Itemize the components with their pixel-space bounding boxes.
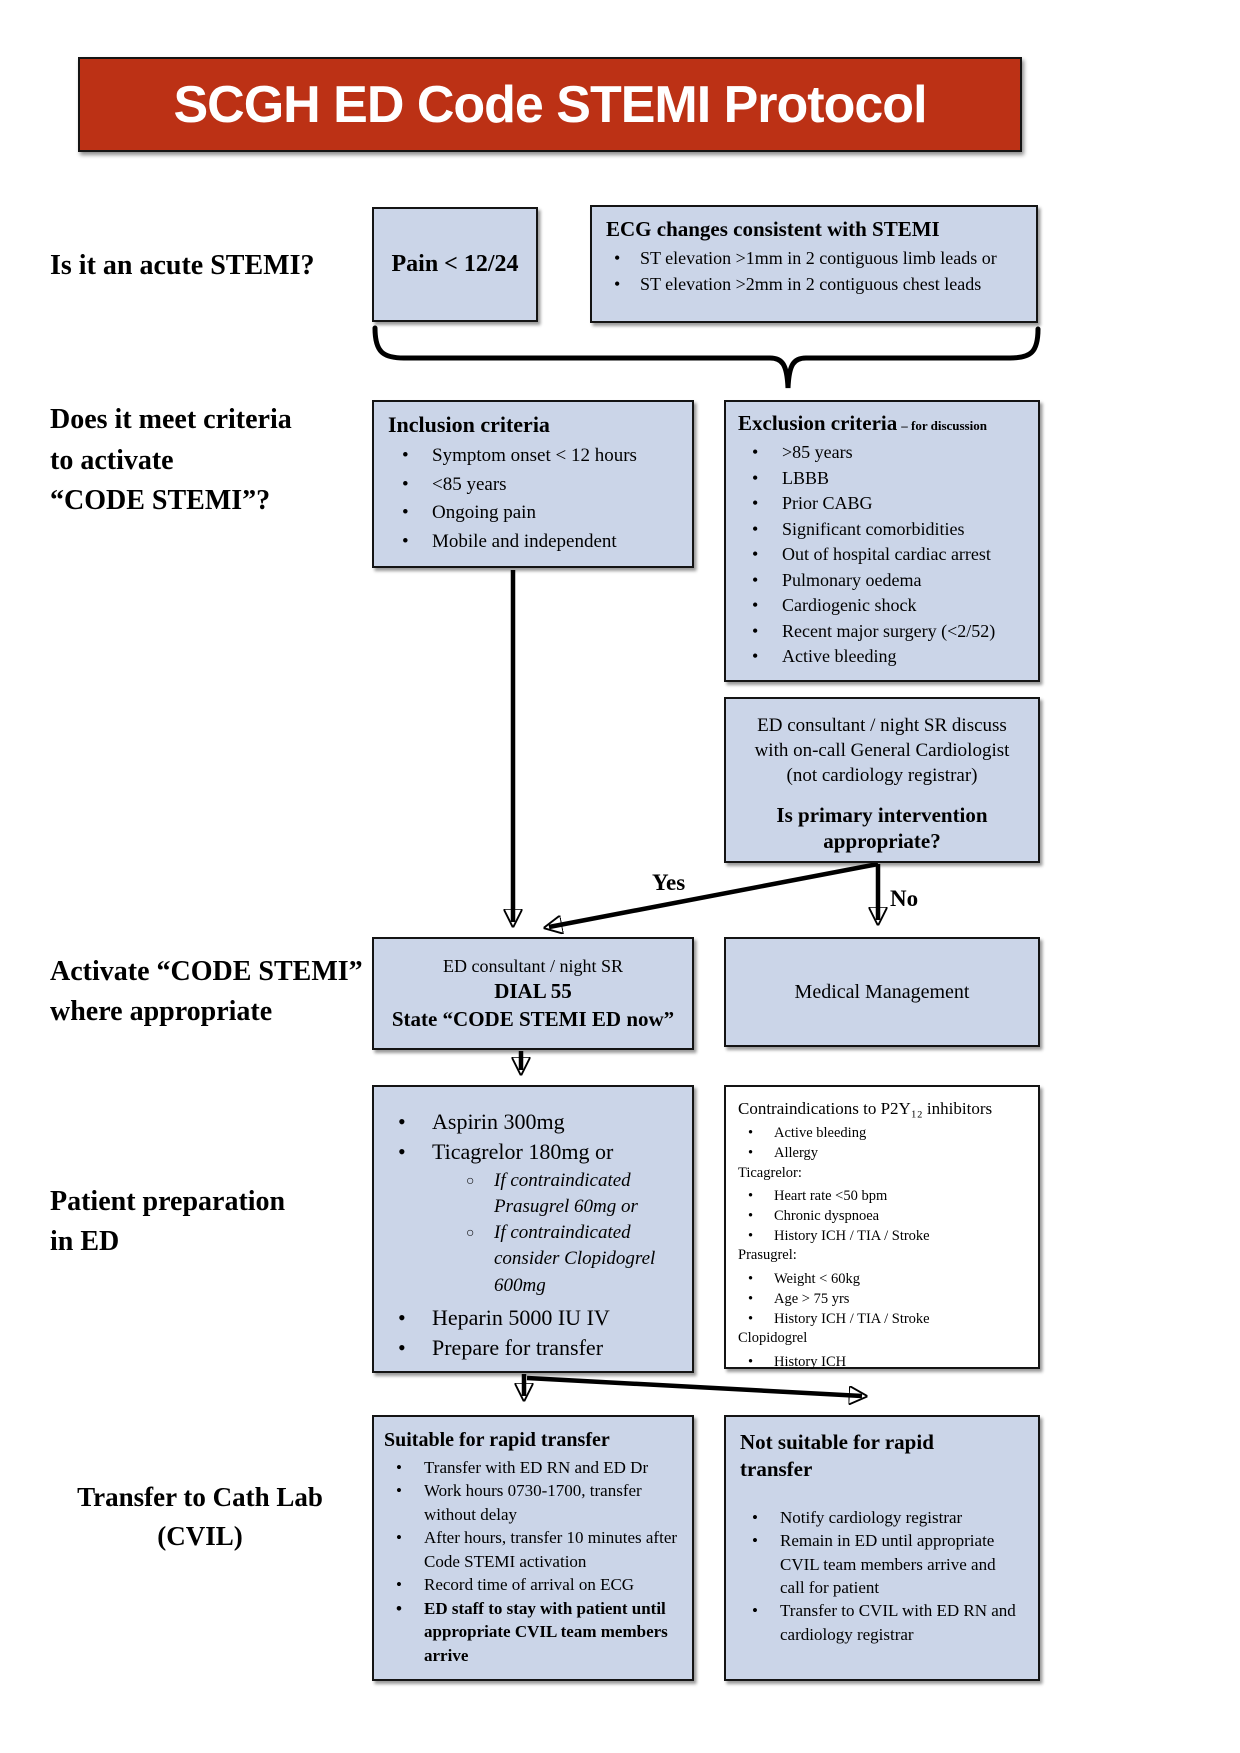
bullet-item: • Ongoing pain xyxy=(388,499,678,528)
bullet-item: • After hours, transfer 10 minutes after Code STEMI activation xyxy=(384,1526,682,1573)
prep-sublist xyxy=(464,1168,686,1299)
bullet-item: • Out of hospital cardiac arrest xyxy=(738,542,1026,568)
patient-preparation-box xyxy=(372,1085,694,1373)
consult-line: with on-call General Cardiologist xyxy=(754,740,1010,762)
suitable-list xyxy=(384,1456,682,1667)
row-label-acute-stemi xyxy=(50,246,314,286)
row-label-line: “CODE STEMI”? xyxy=(50,485,271,517)
suitable-box-title: Suitable for rapid transfer xyxy=(384,1429,610,1451)
row-label-criteria xyxy=(50,400,292,522)
bullet-item: • Aspirin 300mg xyxy=(380,1107,686,1137)
bullet-item: • Prior CABG xyxy=(738,491,1026,517)
bullet-item: • Active bleeding xyxy=(738,1124,1026,1144)
dial-box-line: State “CODE STEMI ED now” xyxy=(391,1006,675,1031)
exclusion-box-title-suffix: – for discussion xyxy=(901,418,987,433)
bullet-item: • <85 years xyxy=(388,471,678,500)
row-label-transfer xyxy=(35,1478,365,1556)
p2y12-contraindications-box xyxy=(724,1085,1040,1369)
primary-intervention-question: Is primary intervention appropriate? xyxy=(776,803,988,854)
row-label-activate xyxy=(50,952,363,1032)
not-suitable-box-title: Not suitable for rapid transfer xyxy=(740,1430,934,1482)
not-suitable-list xyxy=(740,1506,1024,1647)
bullet-item: • Chronic dyspnoea xyxy=(738,1207,1026,1227)
prep-list-2 xyxy=(380,1303,686,1364)
bullet-item: • History ICH / TIA / Stroke xyxy=(738,1310,1026,1330)
bullet-item: • Work hours 0730-1700, transfer without delay xyxy=(384,1479,682,1526)
p2y12-clopidogrel-list xyxy=(738,1353,1026,1373)
consult-line: ED consultant / night SR discuss xyxy=(757,715,1007,736)
row-label-line: where appropriate xyxy=(50,995,273,1027)
bullet-item: • History ICH xyxy=(738,1353,1026,1373)
suitable-rapid-transfer-box xyxy=(372,1415,694,1681)
prep-list xyxy=(380,1107,686,1168)
bullet-item: • Symptom onset < 12 hours xyxy=(388,442,678,471)
not-suitable-rapid-transfer-box xyxy=(724,1415,1040,1681)
pain-box-text: Pain < 12/24 xyxy=(391,251,519,277)
bullet-item: • LBBB xyxy=(738,466,1026,492)
criteria-brace xyxy=(375,328,1038,388)
row-label-line: in ED xyxy=(50,1225,120,1257)
ecg-box-title: ECG changes consistent with STEMI xyxy=(606,217,940,241)
row-label-line: Activate “CODE STEMI” xyxy=(50,956,363,987)
medical-box-text: Medical Management xyxy=(794,980,970,1003)
bullet-item: • Transfer with ED RN and ED Dr xyxy=(384,1456,682,1479)
bullet-item: • >85 years xyxy=(738,440,1026,466)
row-label-line: Patient preparation xyxy=(50,1186,286,1217)
bullet-item: • ST elevation >1mm in 2 contiguous limb leads or xyxy=(606,245,1022,271)
ecg-box xyxy=(590,205,1038,323)
exclusion-list xyxy=(738,440,1026,670)
title-banner xyxy=(78,57,1022,152)
dial-box-line: ED consultant / night SR xyxy=(443,956,623,977)
arrow-prep-to-not-suitable xyxy=(527,1378,862,1396)
consultant-discussion-box xyxy=(724,697,1040,863)
bullet-item: • Ticagrelor 180mg or xyxy=(380,1137,686,1167)
bullet-item: • Allergy xyxy=(738,1144,1026,1164)
bullet-item: • Cardiogenic shock xyxy=(738,593,1026,619)
p2y12-prasugrel-list xyxy=(738,1270,1026,1329)
p2y12-box-title: Contraindications to P2Y₁₂ inhibitors xyxy=(738,1099,993,1118)
row-label-line: Transfer to Cath Lab xyxy=(77,1482,323,1512)
bullet-item: • Active bleeding xyxy=(738,644,1026,670)
bullet-item: • Record time of arrival on ECG xyxy=(384,1573,682,1596)
bullet-item: • Mobile and independent xyxy=(388,528,678,557)
p2y12-group-header: Clopidogrel xyxy=(738,1330,808,1347)
bullet-item: • Prepare for transfer xyxy=(380,1333,686,1363)
bullet-item: • History ICH / TIA / Stroke xyxy=(738,1227,1026,1247)
p2y12-group-header: Ticagrelor: xyxy=(738,1164,802,1181)
dial-55-box xyxy=(372,937,694,1050)
bullet-item: ○ If contraindicated consider Clopidogrel 600mg xyxy=(464,1220,686,1299)
consult-line: (not cardiology registrar) xyxy=(786,765,978,787)
dial-box-line: DIAL 55 xyxy=(494,979,572,1004)
pain-box xyxy=(372,207,538,322)
row-label-preparation xyxy=(50,1182,285,1262)
exclusion-box-title: Exclusion criteria xyxy=(738,411,898,435)
bullet-item: • Transfer to CVIL with ED RN and cardiology registrar xyxy=(740,1599,1024,1646)
inclusion-criteria-box xyxy=(372,400,694,568)
inclusion-box-title: Inclusion criteria xyxy=(388,412,550,437)
bullet-item: ○ If contraindicated Prasugrel 60mg or xyxy=(464,1168,686,1220)
bullet-item: • Recent major surgery (<2/52) xyxy=(738,619,1026,645)
bullet-item: • Significant comorbidities xyxy=(738,517,1026,543)
bullet-item: • Age > 75 yrs xyxy=(738,1290,1026,1310)
bullet-item: • ST elevation >2mm in 2 contiguous chest leads xyxy=(606,271,1022,297)
bullet-item: • Heparin 5000 IU IV xyxy=(380,1303,686,1333)
arrow-yes-diagonal xyxy=(549,864,878,927)
medical-management-box xyxy=(724,937,1040,1047)
bullet-item: • Weight < 60kg xyxy=(738,1270,1026,1290)
exclusion-box-header xyxy=(738,411,1026,436)
page-title: SCGH ED Code STEMI Protocol xyxy=(173,75,927,134)
p2y12-general-list xyxy=(738,1124,1026,1163)
no-branch-label: No xyxy=(890,886,919,911)
bullet-item: • Pulmonary oedema xyxy=(738,568,1026,594)
bullet-item: • Remain in ED until appropriate CVIL team members arrive and call for patient xyxy=(740,1529,1024,1599)
row-label-line: Does it meet criteria xyxy=(50,404,292,435)
bullet-item: • Notify cardiology registrar xyxy=(740,1506,1024,1529)
yes-branch-label: Yes xyxy=(652,870,686,895)
inclusion-list xyxy=(388,442,678,556)
bullet-item: • ED staff to stay with patient until appropriate CVIL team members arrive xyxy=(384,1597,682,1667)
exclusion-criteria-box xyxy=(724,400,1040,682)
p2y12-ticagrelor-list xyxy=(738,1187,1026,1246)
bullet-item: • Heart rate <50 bpm xyxy=(738,1187,1026,1207)
row-label-line: Is it an acute STEMI? xyxy=(50,250,315,281)
row-label-line: (CVIL) xyxy=(157,1521,243,1552)
p2y12-group-header: Prasugrel: xyxy=(738,1247,797,1264)
ecg-list xyxy=(606,245,1022,297)
row-label-line: to activate xyxy=(50,444,174,476)
